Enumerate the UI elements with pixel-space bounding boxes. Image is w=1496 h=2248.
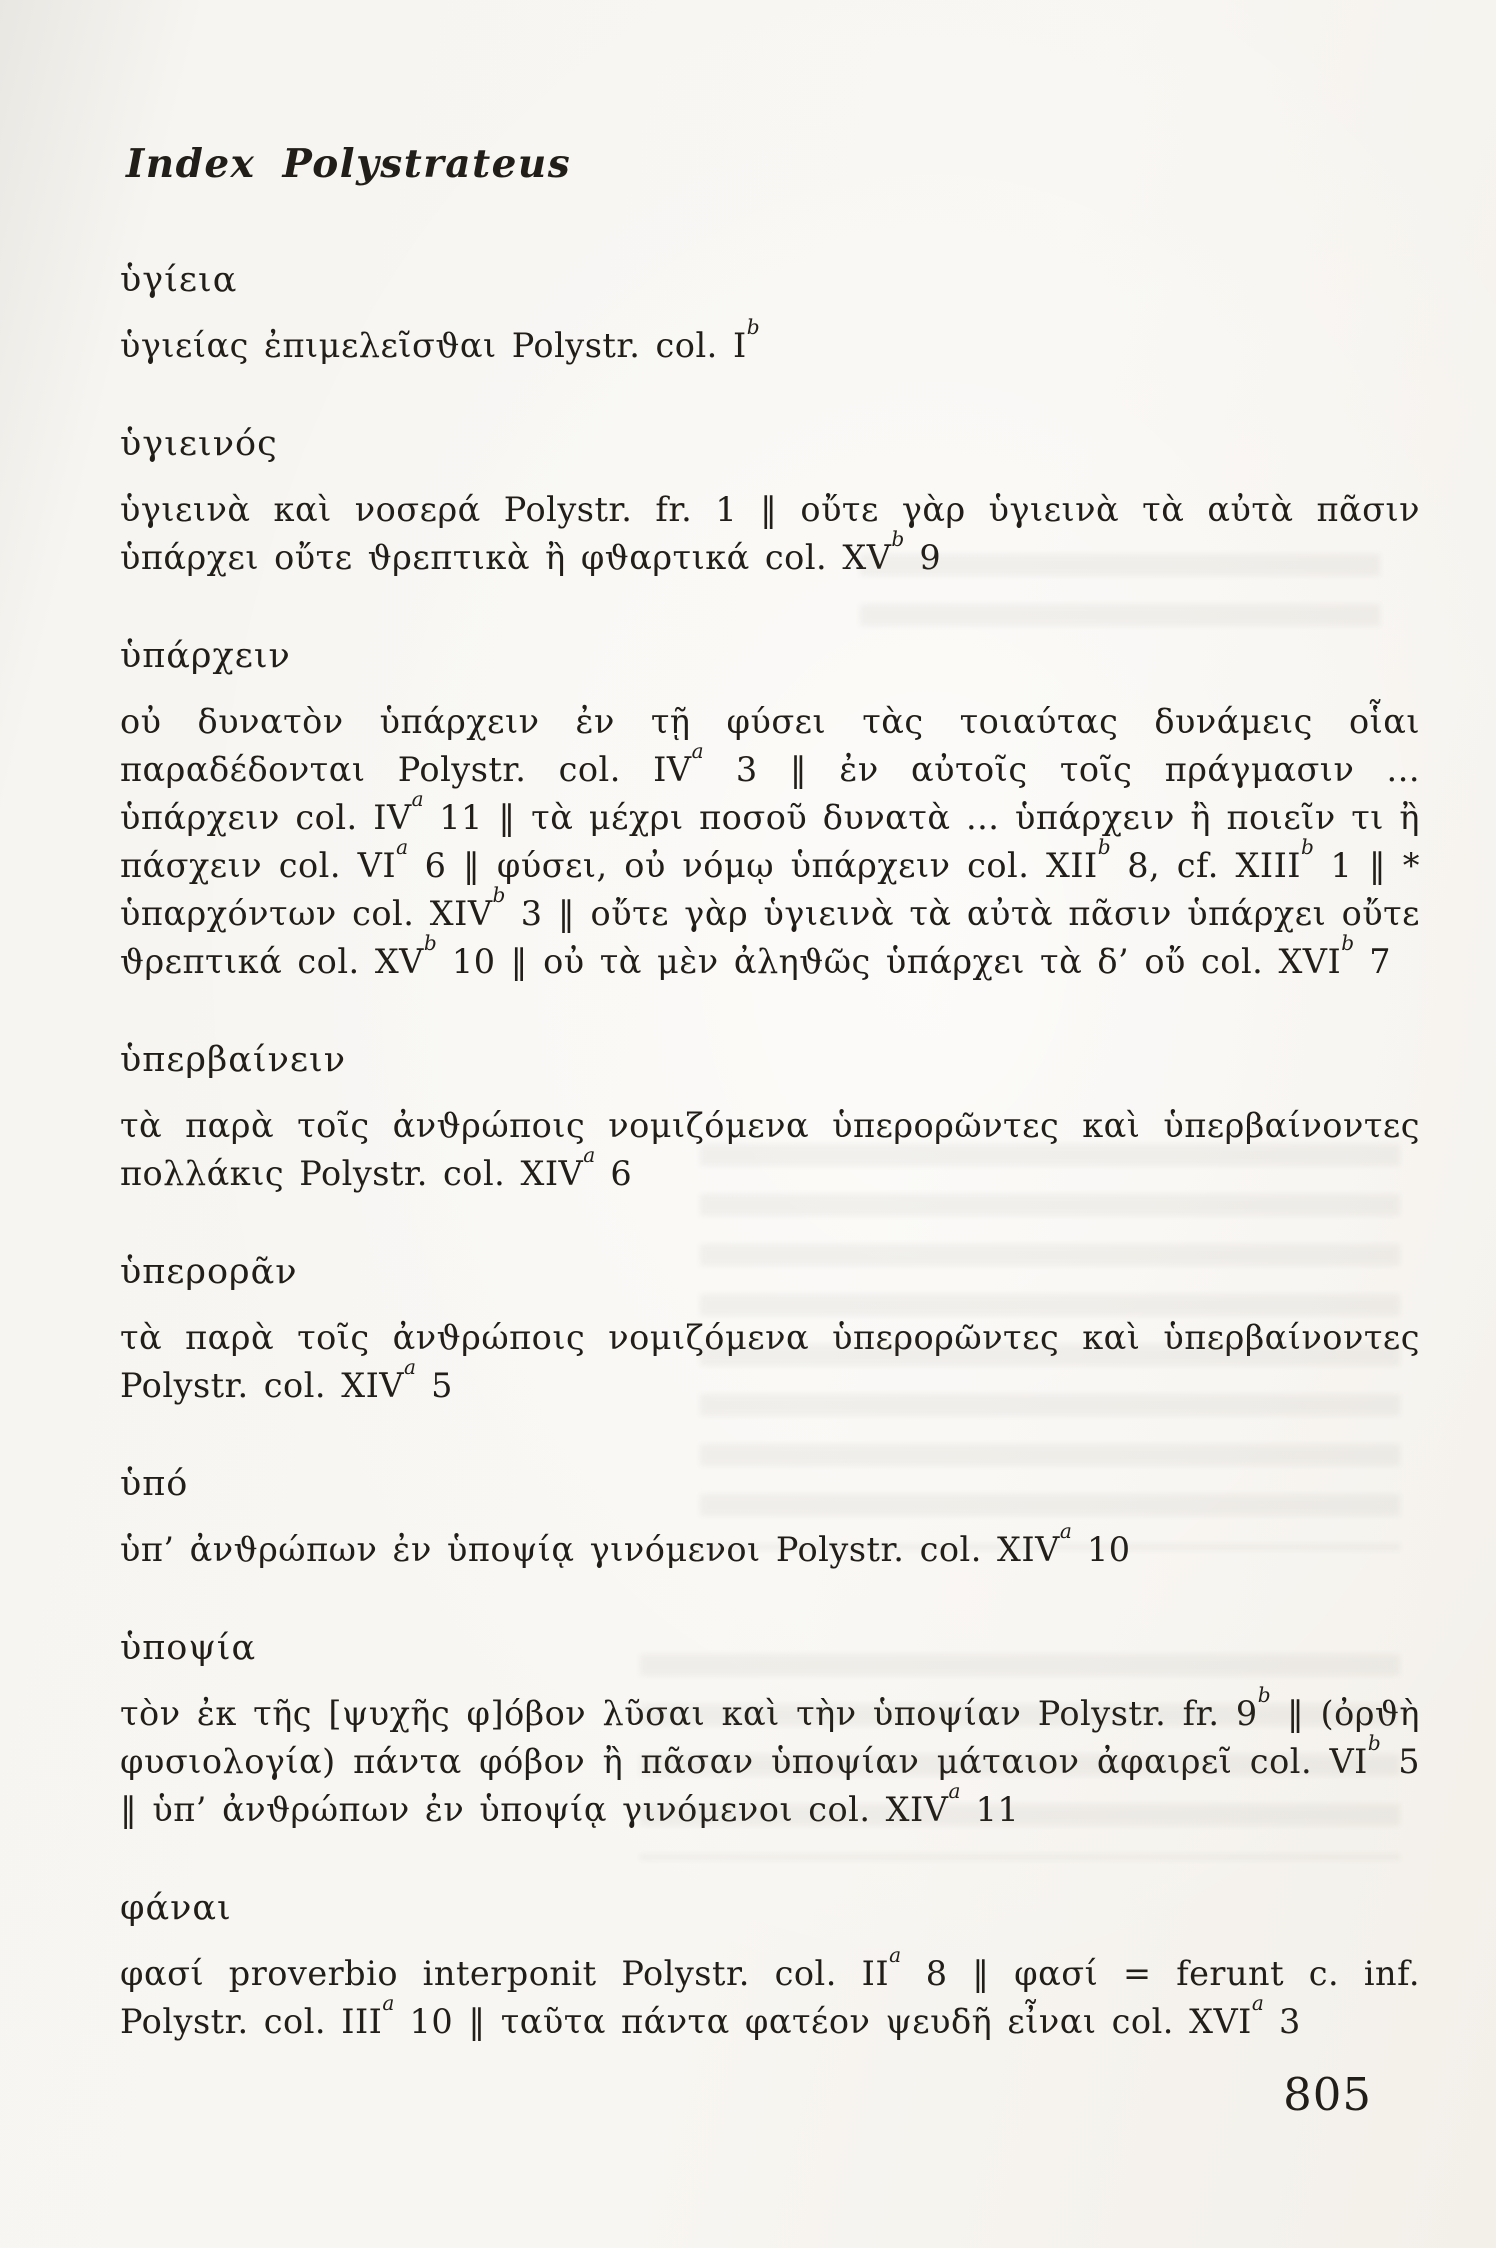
entry-body: φασί proverbio interponit Polystr. col. $II^a$ 8 ‖ φασί = ferunt c. inf. Polystr. col. III$^a$ 10 ‖ ταῦτα πάντα φατέον ψευδῆ εἶναι col. XVI$^a$ 3: [120, 1942, 1420, 2041]
entry-body: ὑγιείας ἐπιμελεῖσϑαι Polystr. col. $I^b$: [120, 314, 760, 365]
index-entry-hypopsia: [120, 1624, 1420, 1834]
entry-body: τὰ παρὰ τοῖς ἀνϑρώποις νομιζόμενα ὑπερορῶντες καὶ ὑπερβαίνοντες πολλάκις Polystr. col. XIV$^a$ 6: [120, 1106, 1420, 1193]
entry-body: τὰ παρὰ τοῖς ἀνϑρώποις νομιζόμενα ὑπερορῶντες καὶ ὑπερβαίνοντες Polystr. col. XIV$^a$ 5: [120, 1318, 1420, 1405]
entry-headword: ὑγιεινός: [120, 424, 278, 464]
index-entry-hyperbainein: [120, 1036, 1420, 1198]
entry-body: τὸν ἐκ τῆς [ψυχῆς φ]όβον λῦσαι καὶ τὴν ὑποψίαν Polystr. fr. 9$^b$ ‖ (ὀρϑὴ φυσιολογία) πάντα φόβον ἢ πᾶσαν ὑποψίαν μάταιον ἀφαιρεῖ col. $VI^b$ 5 ‖ ὑπ’ ἀνϑρώπων ἐν ὑποψίᾳ γινόμενοι col. XIV$^a$ 11: [120, 1682, 1421, 1829]
index-entry-hyperoran: [120, 1248, 1420, 1410]
index-entry-hygieia: [120, 256, 1420, 370]
entry-headword: φάναι: [120, 1888, 232, 1928]
index-entry-hypo: [120, 1460, 1420, 1574]
entry-headword: ὑπερορᾶν: [120, 1252, 298, 1292]
index-entry-hygieinos: [120, 420, 1420, 582]
page-number: 805: [1283, 2068, 1372, 2121]
entry-headword: ὑποψία: [120, 1628, 257, 1668]
entry-body: ὑπ’ ἀνϑρώπων ἐν ὑποψίᾳ γινόμενοι Polystr. col. XIV$^a$ 10: [120, 1518, 1131, 1569]
index-entry-phanai: [120, 1884, 1420, 2046]
entry-body: οὐ δυνατὸν ὑπάρχειν ἐν τῇ φύσει τὰς τοιαύτας δυνάμεις οἷαι παραδέδονται Polystr. col. $IV^a$ 3 ‖ ἐν αὐτοῖς τοῖς πράγμασιν ... ὑπάρχειν col. $IV^a$ 11 ‖ τὰ μέχρι ποσοῦ δυνατὰ ... ὑπάρχειν ἢ ποιεῖν τι ἢ πάσχειν col. $VI^a$ 6 ‖ φύσει, οὐ νόμῳ ὑπάρχειν col. XII$^b$ 8, cf. XIII$^b$ 1 ‖ * ὑπαρχόντων col. XIV$^b$ 3 ‖ οὔτε γὰρ ὑγιεινὰ τὰ αὐτὰ πᾶσιν ὑπάρχει οὔτε ϑρεπτικά col. $XV^b$ 10 ‖ οὐ τὰ μὲν ἀληϑῶς ὑπάρχει τὰ δ’ οὔ col. XVI$^b$ 7: [120, 702, 1421, 981]
entry-headword: ὑγίεια: [120, 260, 238, 300]
entry-headword: ὑπό: [120, 1464, 189, 1504]
entry-body: ὑγιεινὰ καὶ νοσερά Polystr. fr. 1 ‖ οὔτε γὰρ ὑγιεινὰ τὰ αὐτὰ πᾶσιν ὑπάρχει οὔτε ϑρεπτικὰ ἢ φϑαρτικά col. $XV^b$ 9: [120, 490, 1420, 577]
page-title: Index Polystrateus: [126, 141, 572, 187]
entry-headword: ὑπάρχειν: [120, 636, 291, 676]
entry-headword: ὑπερβαίνειν: [120, 1040, 346, 1080]
index-entry-hyparchein: [120, 632, 1420, 986]
